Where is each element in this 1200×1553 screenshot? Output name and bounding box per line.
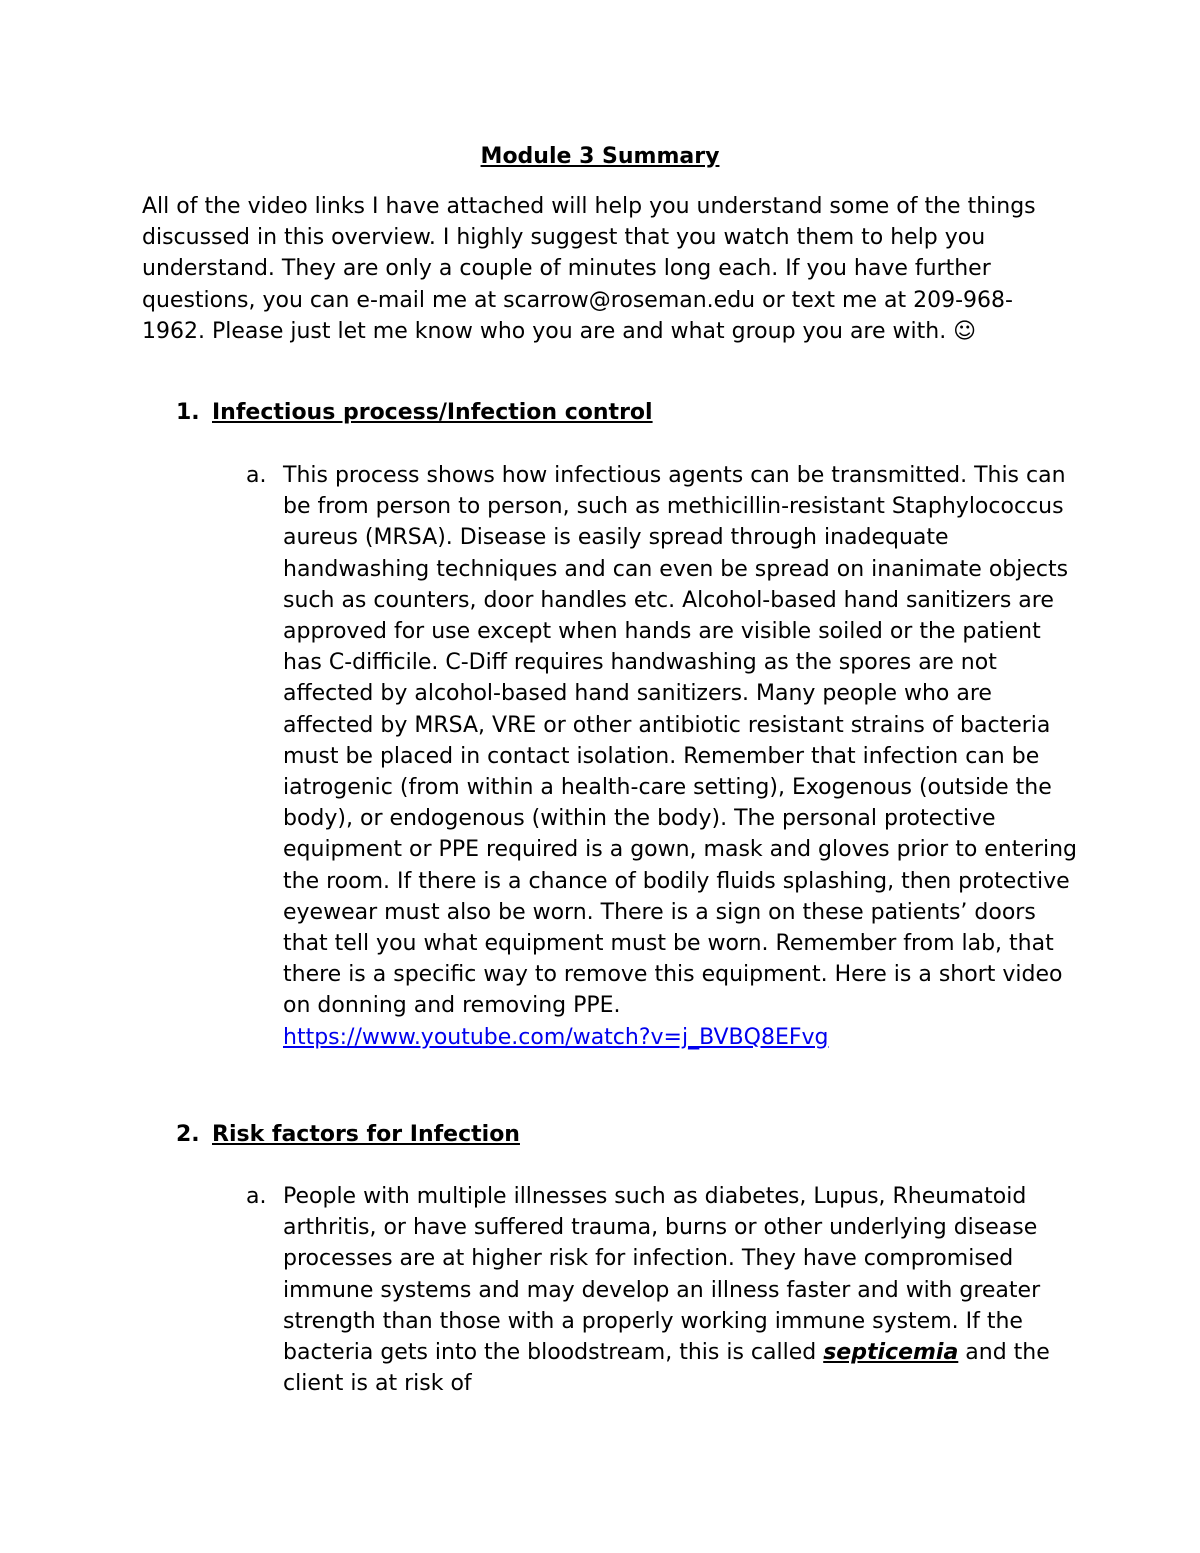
section-2-heading bbox=[176, 1119, 520, 1150]
item-letter: a. bbox=[246, 1184, 267, 1209]
section-2-title: Risk factors for Infection bbox=[212, 1122, 520, 1147]
section-2-text-before: People with multiple illnesses such as diabetes, Lupus, Rheumatoid arthritis, or have suffered trauma, burns or other underlying disease processes are at higher risk for infection. They have compromised immune systems and may develop an illness faster and with greater strength than those with a properly working immune system. If the bacteria gets into the bloodstream, this is called bbox=[283, 1184, 1041, 1366]
septicemia-term: septicemia bbox=[823, 1340, 959, 1366]
item-letter: a. bbox=[246, 463, 267, 488]
section-2-number: 2. bbox=[176, 1122, 200, 1147]
section-1-number: 1. bbox=[176, 400, 200, 425]
section-2-item-body bbox=[283, 1181, 1086, 1399]
section-2-text-after: and the client is at risk of bbox=[283, 1340, 1050, 1397]
intro-paragraph: All of the video links I have attached will help you understand some of the things discussed in this overview. I highly suggest that you watch them to help you understand. They are only a couple of minutes long each. If you have further questions, you can e-mail me at scarrow@roseman.edu or text me at 209-968-1962. Please just let me know who you are and what group you are with. ☺ bbox=[142, 194, 1036, 344]
youtube-ppe-link[interactable]: https://www.youtube.com/watch?v=j_BVBQ8EFvg bbox=[283, 1024, 829, 1050]
section-2-item-a bbox=[246, 1181, 1086, 1399]
section-1-item-body bbox=[283, 460, 1086, 1053]
section-1-item-a bbox=[246, 460, 1086, 1053]
section-1-title: Infectious process/Infection control bbox=[212, 400, 653, 425]
section-1-text: This process shows how infectious agents can be transmitted. This can be from person to person, such as methicillin-resistant Staphylococcus aureus (MRSA). Disease is easily spread through inadequate handwashing techniques and can even be spread on inanimate objects such as counters, door handles etc. Alcohol-based hand sanitizers are approved for use except when hands are visible soiled or the patient has C-difficile. C-Diff requires handwashing as the spores are not affected by alcohol-based hand sanitizers. Many people who are affected by MRSA, VRE or other antibiotic resistant strains of bacteria must be placed in contact isolation. Remember that infection can be iatrogenic (from within a health-care setting), Exogenous (outside the body), or endogenous (within the body). The personal protective equipment or PPE required is a gown, mask and gloves prior to entering the room. If there is a chance of bodily fluids splashing, then protective eyewear must also be worn. There is a sign on these patients’ doors that tell you what equipment must be worn. Remember from lab, that there is a specific way to remove this equipment. Here is a short video on donning and removing PPE. bbox=[283, 463, 1077, 1019]
section-1-heading bbox=[176, 397, 653, 428]
page-title: Module 3 Summary bbox=[480, 144, 720, 169]
